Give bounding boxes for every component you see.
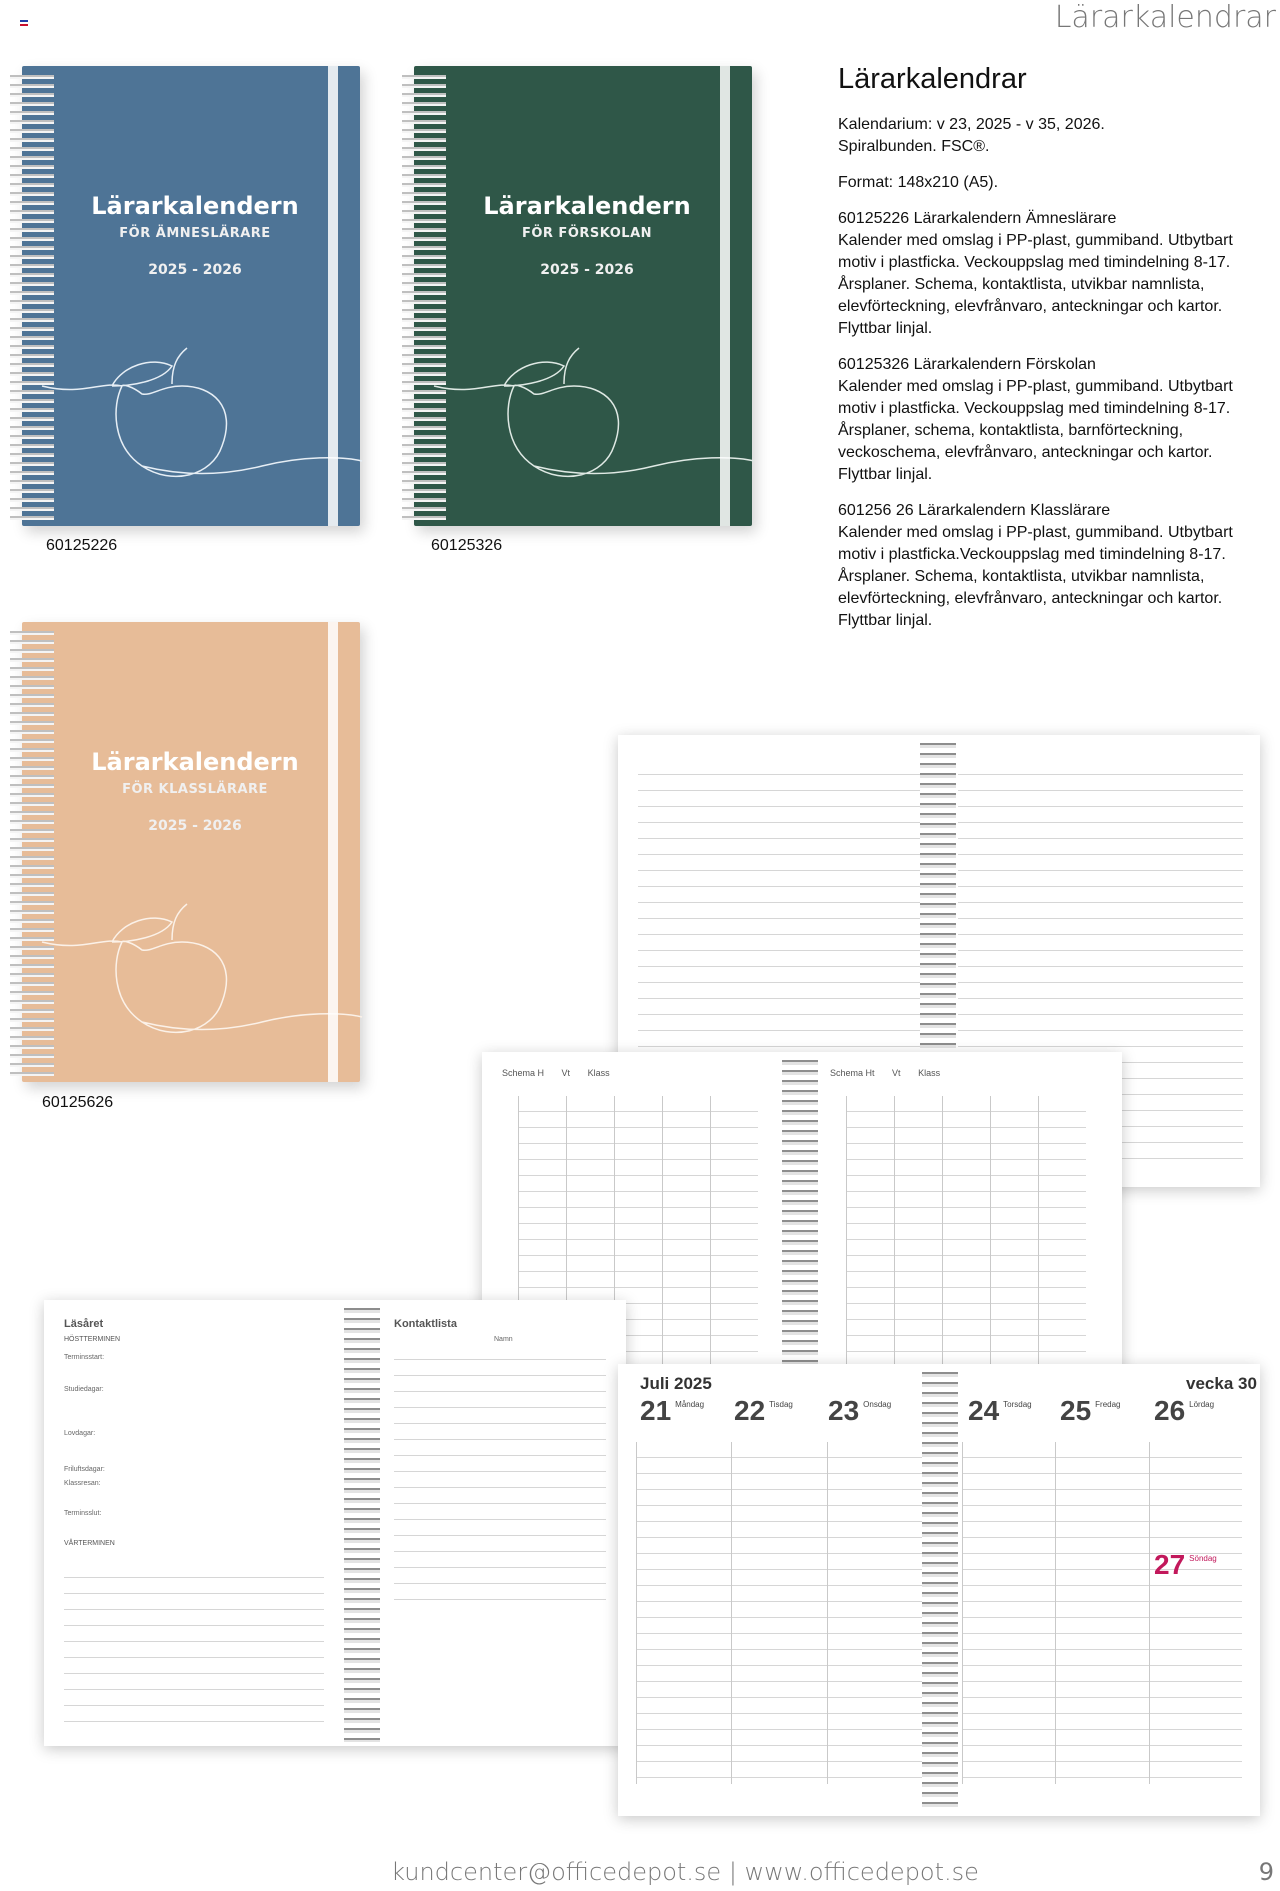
school-year-lines — [64, 1562, 324, 1722]
calendarium-text: Kalendarium: v 23, 2025 - v 35, 2026. — [838, 116, 1105, 133]
day-header — [640, 1396, 704, 1426]
day-name: Fredag — [1095, 1400, 1121, 1409]
cover-subtitle: FÖR KLASSLÄRARE — [122, 782, 268, 797]
schedule-week-label: Vt — [561, 1068, 571, 1078]
contacts-spread — [44, 1300, 626, 1746]
term-row: Terminsslut: — [64, 1510, 102, 1517]
day-name: Söndag — [1189, 1554, 1217, 1563]
product-code-label: 60125226 — [46, 537, 118, 554]
spiral-binding — [402, 72, 446, 520]
section-heading: Lärarkalendrar — [838, 63, 1027, 95]
cover-subtitle: FÖR FÖRSKOLAN — [521, 226, 653, 241]
day-number: 26 — [1154, 1395, 1186, 1426]
product-item-title: 60125326 Lärarkalendern Förskolan — [838, 356, 1096, 373]
binding-text: Spiralbunden. FSC®. — [838, 138, 990, 155]
schedule-title: Schema H — [502, 1068, 545, 1078]
term-row: Terminsstart: — [64, 1354, 105, 1361]
contact-list-lines — [394, 1344, 606, 1604]
calendar-info — [838, 114, 1258, 158]
page-number: 9 — [1258, 1858, 1274, 1886]
school-year-heading: Läsåret — [64, 1318, 104, 1330]
apple-line-art-icon — [22, 326, 372, 496]
schedule-heading — [830, 1068, 940, 1078]
day-number: 22 — [734, 1395, 766, 1426]
elastic-band — [328, 66, 338, 526]
day-header — [1060, 1396, 1121, 1426]
cover-title: Lärarkalendern — [483, 192, 691, 220]
term-row: Klassresan: — [64, 1480, 101, 1487]
day-header-sunday — [1154, 1550, 1217, 1580]
page-header-title: Lärarkalendrar — [1054, 0, 1276, 35]
day-number: 25 — [1060, 1395, 1092, 1426]
schedule-week-label: Vt — [892, 1068, 901, 1078]
elastic-band — [328, 622, 338, 1082]
week-month-label: Juli 2025 — [640, 1374, 712, 1393]
product-item-desc: Kalender med omslag i PP-plast, gummiband. Utbytbart motiv i plastficka. Veckouppslag med timindelning 8-17. Årsplaner, schema, kontaktlista, barnförteckning, veckoschema, elevfrånvaro, anteckningar och kartor. Flyttbar linjal. — [838, 378, 1233, 483]
cover-years: 2025 - 2026 — [540, 262, 634, 278]
schedule-title: Schema Ht — [830, 1068, 875, 1078]
day-number: 21 — [640, 1395, 672, 1426]
term-row: Friluftsdagar: — [64, 1466, 105, 1473]
product-description — [838, 62, 1258, 646]
day-number: 23 — [828, 1395, 860, 1426]
term-row: Lovdagar: — [64, 1430, 96, 1437]
elastic-band — [720, 66, 730, 526]
notebook-klasslarare — [10, 622, 360, 1082]
day-name: Måndag — [675, 1400, 705, 1409]
day-header — [968, 1396, 1032, 1426]
spiral-binding — [10, 72, 54, 520]
day-header — [828, 1396, 891, 1426]
apple-line-art-icon — [22, 882, 372, 1052]
week-grid-right — [962, 1442, 1242, 1784]
week-spread — [618, 1364, 1260, 1816]
contact-name-column: Namn — [494, 1336, 513, 1343]
cover-years: 2025 - 2026 — [148, 818, 242, 834]
footer-contact: kundcenter@officedepot.se | www.officedepot.se — [391, 1858, 979, 1886]
cover-title: Lärarkalendern — [91, 748, 299, 776]
day-header — [1154, 1396, 1214, 1426]
day-name: Onsdag — [863, 1400, 892, 1409]
schedule-class-label: Klass — [587, 1068, 610, 1078]
cover-subtitle: FÖR ÄMNESLÄRARE — [119, 226, 271, 241]
day-number: 24 — [968, 1395, 1000, 1426]
product-item — [838, 500, 1258, 632]
week-grid-left — [636, 1442, 922, 1784]
spiral-binding — [10, 628, 54, 1076]
contact-list-heading: Kontaktlista — [394, 1318, 457, 1330]
schedule-class-label: Klass — [918, 1068, 941, 1078]
cover-years: 2025 - 2026 — [148, 262, 242, 278]
day-number: 27 — [1154, 1549, 1186, 1580]
schedule-heading — [502, 1068, 610, 1078]
product-item-title: 60125226 Lärarkalendern Ämneslärare — [838, 210, 1117, 227]
term-row: Studiedagar: — [64, 1386, 104, 1393]
spring-term-label: VÅRTERMINEN — [64, 1540, 115, 1547]
day-header — [734, 1396, 793, 1426]
notebook-forskolan — [402, 66, 752, 526]
day-name: Torsdag — [1003, 1400, 1032, 1409]
autumn-term-label: HÖSTTERMINEN — [64, 1336, 120, 1343]
week-number-label: vecka 30 — [1186, 1374, 1257, 1393]
apple-line-art-icon — [414, 326, 764, 496]
notebook-amneslarare — [10, 66, 360, 526]
cover-title: Lärarkalendern — [91, 192, 299, 220]
product-item-desc: Kalender med omslag i PP-plast, gummiband. Utbytbart motiv i plastficka. Veckouppslag med timindelning 8-17. Årsplaner. Schema, kontaktlista, utvikbar namnlista, elevförteckning, elevfrånvaro, anteckningar och kartor. Flyttbar linjal. — [838, 232, 1233, 337]
product-item-desc: Kalender med omslag i PP-plast, gummiband. Utbytbart motiv i plastficka.Veckouppslag med timindelning 8-17. Årsplaner. Schema, kontaktlista, utvikbar namnlista, elevförteckning, elevfrånvaro, anteckningar och kartor. Flyttbar linjal. — [838, 524, 1233, 629]
product-item — [838, 208, 1258, 340]
swedish-flag-icon — [20, 20, 28, 26]
spiral-binding — [922, 1368, 958, 1808]
product-code-label: 60125626 — [42, 1094, 114, 1111]
day-name: Tisdag — [769, 1400, 793, 1409]
product-item — [838, 354, 1258, 486]
spiral-binding — [344, 1304, 380, 1742]
day-name: Lördag — [1189, 1400, 1215, 1409]
product-item-title: 601256 26 Lärarkalendern Klasslärare — [838, 502, 1111, 519]
format-text: Format: 148x210 (A5). — [838, 174, 999, 191]
product-code-label: 60125326 — [431, 537, 503, 554]
